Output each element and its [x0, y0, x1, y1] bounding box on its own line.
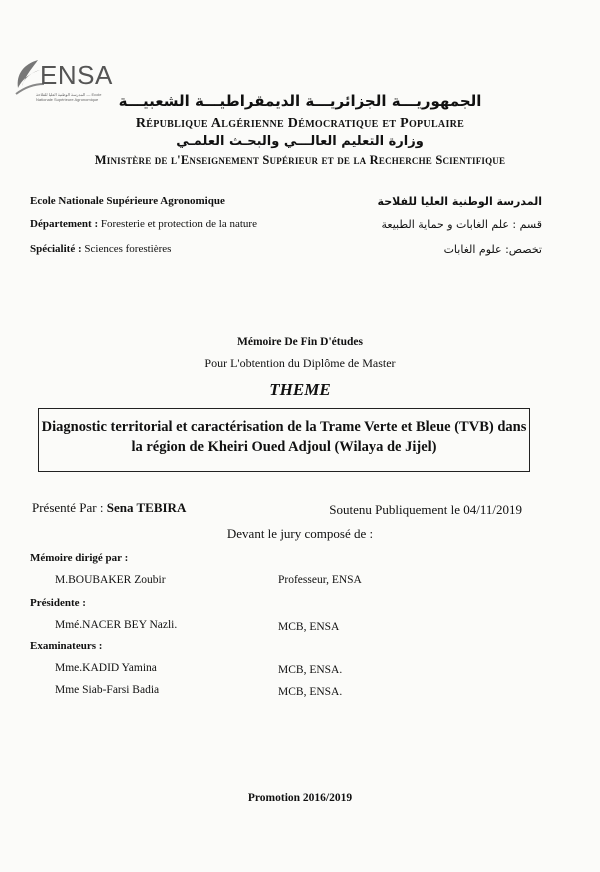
author-name: Sena TEBIRA	[106, 500, 187, 515]
soutenu-date: Soutenu Publiquement le 04/11/2019	[329, 502, 522, 517]
specialite-value: Sciences forestières	[84, 243, 172, 255]
examiner1-name: Mme.KADID Yamina	[55, 662, 157, 674]
departement-ar: قسم : علم الغابات و حماية الطبيعة	[381, 218, 542, 231]
theme-box	[38, 408, 530, 472]
specialite-ar: تخصص: علوم الغابات	[443, 243, 542, 256]
departement-label: Département :	[30, 218, 99, 230]
document-type: Mémoire De Fin D'études	[237, 336, 363, 348]
french-republic-title: République Algérienne Démocratique et Populaire	[135, 116, 465, 131]
presente-label: Présenté Par :	[32, 500, 104, 515]
president-grade: MCB, ENSA	[278, 621, 340, 633]
director-name: M.BOUBAKER Zoubir	[55, 574, 166, 586]
president-role: Présidente :	[30, 597, 86, 609]
examiner2-grade: MCB, ENSA.	[278, 686, 343, 698]
specialite-label: Spécialité :	[30, 243, 82, 255]
ecole-name-ar: المدرسة الوطنية العليا للفلاحة	[377, 195, 542, 208]
director-role: Mémoire dirigé par :	[30, 552, 129, 564]
ensa-logo	[14, 56, 114, 108]
promotion: Promotion 2016/2019	[247, 792, 353, 804]
specialite-line	[30, 243, 171, 255]
ecole-name-fr: Ecole Nationale Supérieure Agronomique	[30, 195, 225, 207]
document-purpose: Pour L'obtention du Diplôme de Master	[204, 356, 396, 370]
arabic-ministry-title: وزارة التعليم العالـــي والبحـث العلمـي	[176, 134, 424, 149]
logo-text: ENSA	[40, 60, 113, 90]
presente-line	[32, 500, 186, 516]
jury-intro: Devant le jury composé de :	[226, 526, 374, 541]
departement-value: Foresterie et protection de la nature	[100, 218, 257, 230]
examiners-role: Examinateurs :	[30, 640, 103, 652]
logo-subtext: المدرسة الوطنية العليا للفلاحة — Ecole Nationale Supérieure Agronomique	[36, 92, 102, 102]
examiner1-grade: MCB, ENSA.	[278, 664, 343, 676]
theme-title: Diagnostic territorial et caractérisation de la Trame Verte et Bleue (TVB) dans la région de Kheiri Oued Adjoul (Wilaya de Jijel)	[41, 419, 527, 455]
examiner2-name: Mme Siab-Farsi Badia	[55, 684, 160, 696]
director-grade: Professeur, ENSA	[278, 574, 362, 586]
theme-label: THEME	[269, 380, 331, 399]
departement-line	[30, 218, 257, 230]
president-name: Mmé.NACER BEY Nazli.	[55, 619, 178, 631]
arabic-republic-title: الجمهوريـــة الجزائريـــة الديمقراطيـــة الشعبيـــة	[118, 92, 482, 110]
french-ministry-title: Ministère de l'Enseignement Supérieur et de la Recherche Scientifique	[94, 153, 506, 167]
